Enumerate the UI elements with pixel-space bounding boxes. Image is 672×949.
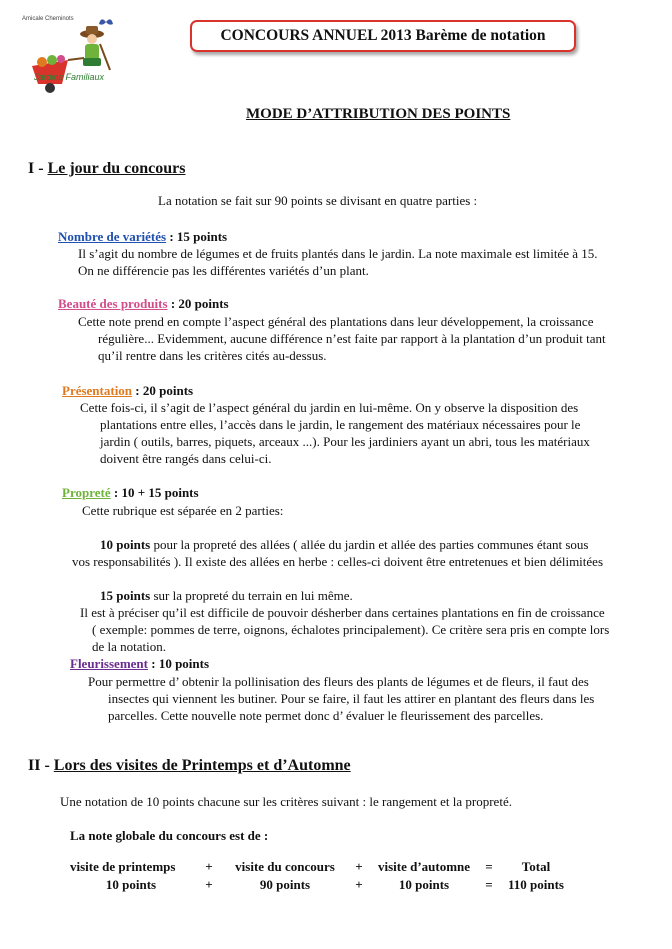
criterion-beaute-line-2: régulière... Evidemment, aucune différence n’est faite par rapport à la plantation d’un produit tant — [98, 331, 606, 346]
totals-cell: = — [485, 859, 493, 874]
criterion-proprete-line-1: Cette rubrique est séparée en 2 parties: — [82, 503, 284, 518]
criterion-presentation-line-3: jardin ( outils, barres, piquets, arceaux ...). Pour les jardiniers ayant un abri, tous les matériaux — [100, 434, 590, 449]
criterion-varietes-label: Nombre de variétés — [58, 229, 167, 244]
criterion-fleurissement-line-3: parcelles. Cette nouvelle note permet donc d’ évaluer le fleurissement des parcelles. — [108, 708, 544, 723]
section-2-intro: Une notation de 10 points chacune sur les critères suivant : le rangement et la propreté. — [60, 794, 512, 809]
criterion-beaute-label: Beauté des produits — [58, 296, 168, 311]
criterion-fleurissement-heading — [70, 656, 209, 672]
global-note-label: La note globale du concours est de : — [70, 828, 269, 843]
totals-cell: 10 points — [105, 877, 157, 892]
totals-row-criteria — [70, 859, 568, 877]
totals-table — [70, 859, 568, 895]
proprete-terrain-points: 15 points — [100, 588, 151, 603]
logo-top-text: Amicale Cheminots — [22, 16, 74, 22]
gardener-wheelbarrow-icon — [14, 14, 126, 98]
criterion-varietes-line-1: Il s’agit du nombre de légumes et de fruits plantés dans le jardin. La note maximale est limitée à 15. — [78, 246, 598, 261]
proprete-allees-points: 10 points — [100, 537, 151, 552]
proprete-terrain-line-3: ( exemple: pommes de terre, oignons, échalotes principalement). Ce critère sera pris en compte lors — [92, 622, 610, 637]
proprete-terrain-line-2: Il est à préciser qu’il est difficile de pouvoir désherber dans certaines plantations en fin de croissance — [80, 605, 605, 620]
criterion-fleurissement-line-2: insectes qui viennent les butiner. Pour se faire, il faut les attirer en plantant des fleurs dans les — [108, 691, 595, 706]
proprete-allees-line-1 — [100, 536, 588, 554]
club-logo — [14, 14, 126, 98]
totals-cell: 90 points — [259, 877, 311, 892]
section-1-intro: La notation se fait sur 90 points se divisant en quatre parties : — [158, 193, 478, 208]
criterion-varietes-line-2: On ne différencie pas les différentes variétés d’un plant. — [78, 263, 369, 278]
criterion-presentation-line-4: doivent être rangés dans celui-ci. — [100, 451, 272, 466]
criterion-presentation-label: Présentation — [62, 383, 133, 398]
criterion-fleurissement-points: : 10 points — [147, 656, 210, 671]
criterion-varietes-points: : 15 points — [166, 229, 228, 244]
totals-cell: + — [205, 859, 213, 874]
proprete-allees-text: pour la propreté des allées ( allée du jardin et allée des parties communes étant sous — [150, 537, 589, 552]
criterion-fleurissement-line-1: Pour permettre d’ obtenir la pollinisation des fleurs des plants de légumes et de fleurs, il faut des — [88, 674, 589, 689]
totals-cell: visite du concours — [235, 859, 335, 874]
totals-cell: + — [205, 877, 213, 892]
totals-cell: + — [355, 877, 363, 892]
criterion-varietes-heading — [58, 229, 227, 245]
totals-row-points — [70, 877, 568, 895]
proprete-terrain-text: sur la propreté du terrain en lui même. — [150, 588, 353, 603]
section-1-number: I - — [28, 160, 48, 177]
section-1-title: Le jour du concours — [47, 160, 186, 177]
criterion-beaute-points: : 20 points — [167, 296, 229, 311]
header-title: CONCOURS ANNUEL 2013 Barème de notation — [220, 27, 546, 44]
criterion-fleurissement-label: Fleurissement — [70, 656, 148, 671]
totals-cell: 10 points — [398, 877, 450, 892]
criterion-presentation-line-2: plantations entre elles, l’accès dans le jardin, le rangement des matériaux nécessaires pour le — [100, 417, 581, 432]
totals-cell: visite de printemps — [70, 859, 176, 874]
main-title: MODE D’ATTRIBUTION DES POINTS — [246, 106, 511, 122]
logo-brand-text: Jardins Familiaux — [34, 72, 105, 82]
totals-cell: 110 points — [508, 877, 564, 892]
section-2-heading — [28, 757, 351, 775]
criterion-proprete-label: Propreté — [62, 485, 111, 500]
criterion-proprete-points: : 10 + 15 points — [110, 485, 199, 500]
totals-cell: = — [485, 877, 493, 892]
header-title-box — [190, 20, 576, 52]
totals-cell: visite d’automne — [377, 859, 471, 874]
totals-cell: + — [355, 859, 363, 874]
criterion-presentation-points: : 20 points — [132, 383, 194, 398]
section-2-number: II - — [28, 757, 54, 774]
criterion-presentation-line-1: Cette fois-ci, il s’agit de l’aspect général du jardin en lui-même. On y observe la disposition des — [80, 400, 579, 415]
proprete-terrain-line-1 — [100, 587, 353, 605]
totals-cell: Total — [521, 859, 551, 874]
proprete-allees-line-2: vos responsabilités ). Il existe des allées en herbe : celles-ci doivent être entretenues et bien délimitées — [72, 554, 604, 569]
criterion-proprete-heading — [62, 485, 199, 501]
section-2-title: Lors des visites de Printemps et d’Automne — [53, 757, 351, 774]
section-1-heading — [28, 160, 186, 178]
criterion-beaute-heading — [58, 296, 229, 312]
criterion-presentation-heading — [62, 383, 193, 399]
criterion-beaute-line-3: qu’il rentre dans les critères cités au-dessus. — [98, 348, 327, 363]
proprete-terrain-line-4: de la notation. — [92, 639, 167, 654]
criterion-beaute-line-1: Cette note prend en compte l’aspect général des plantations dans leur développement, la croissance — [78, 314, 594, 329]
